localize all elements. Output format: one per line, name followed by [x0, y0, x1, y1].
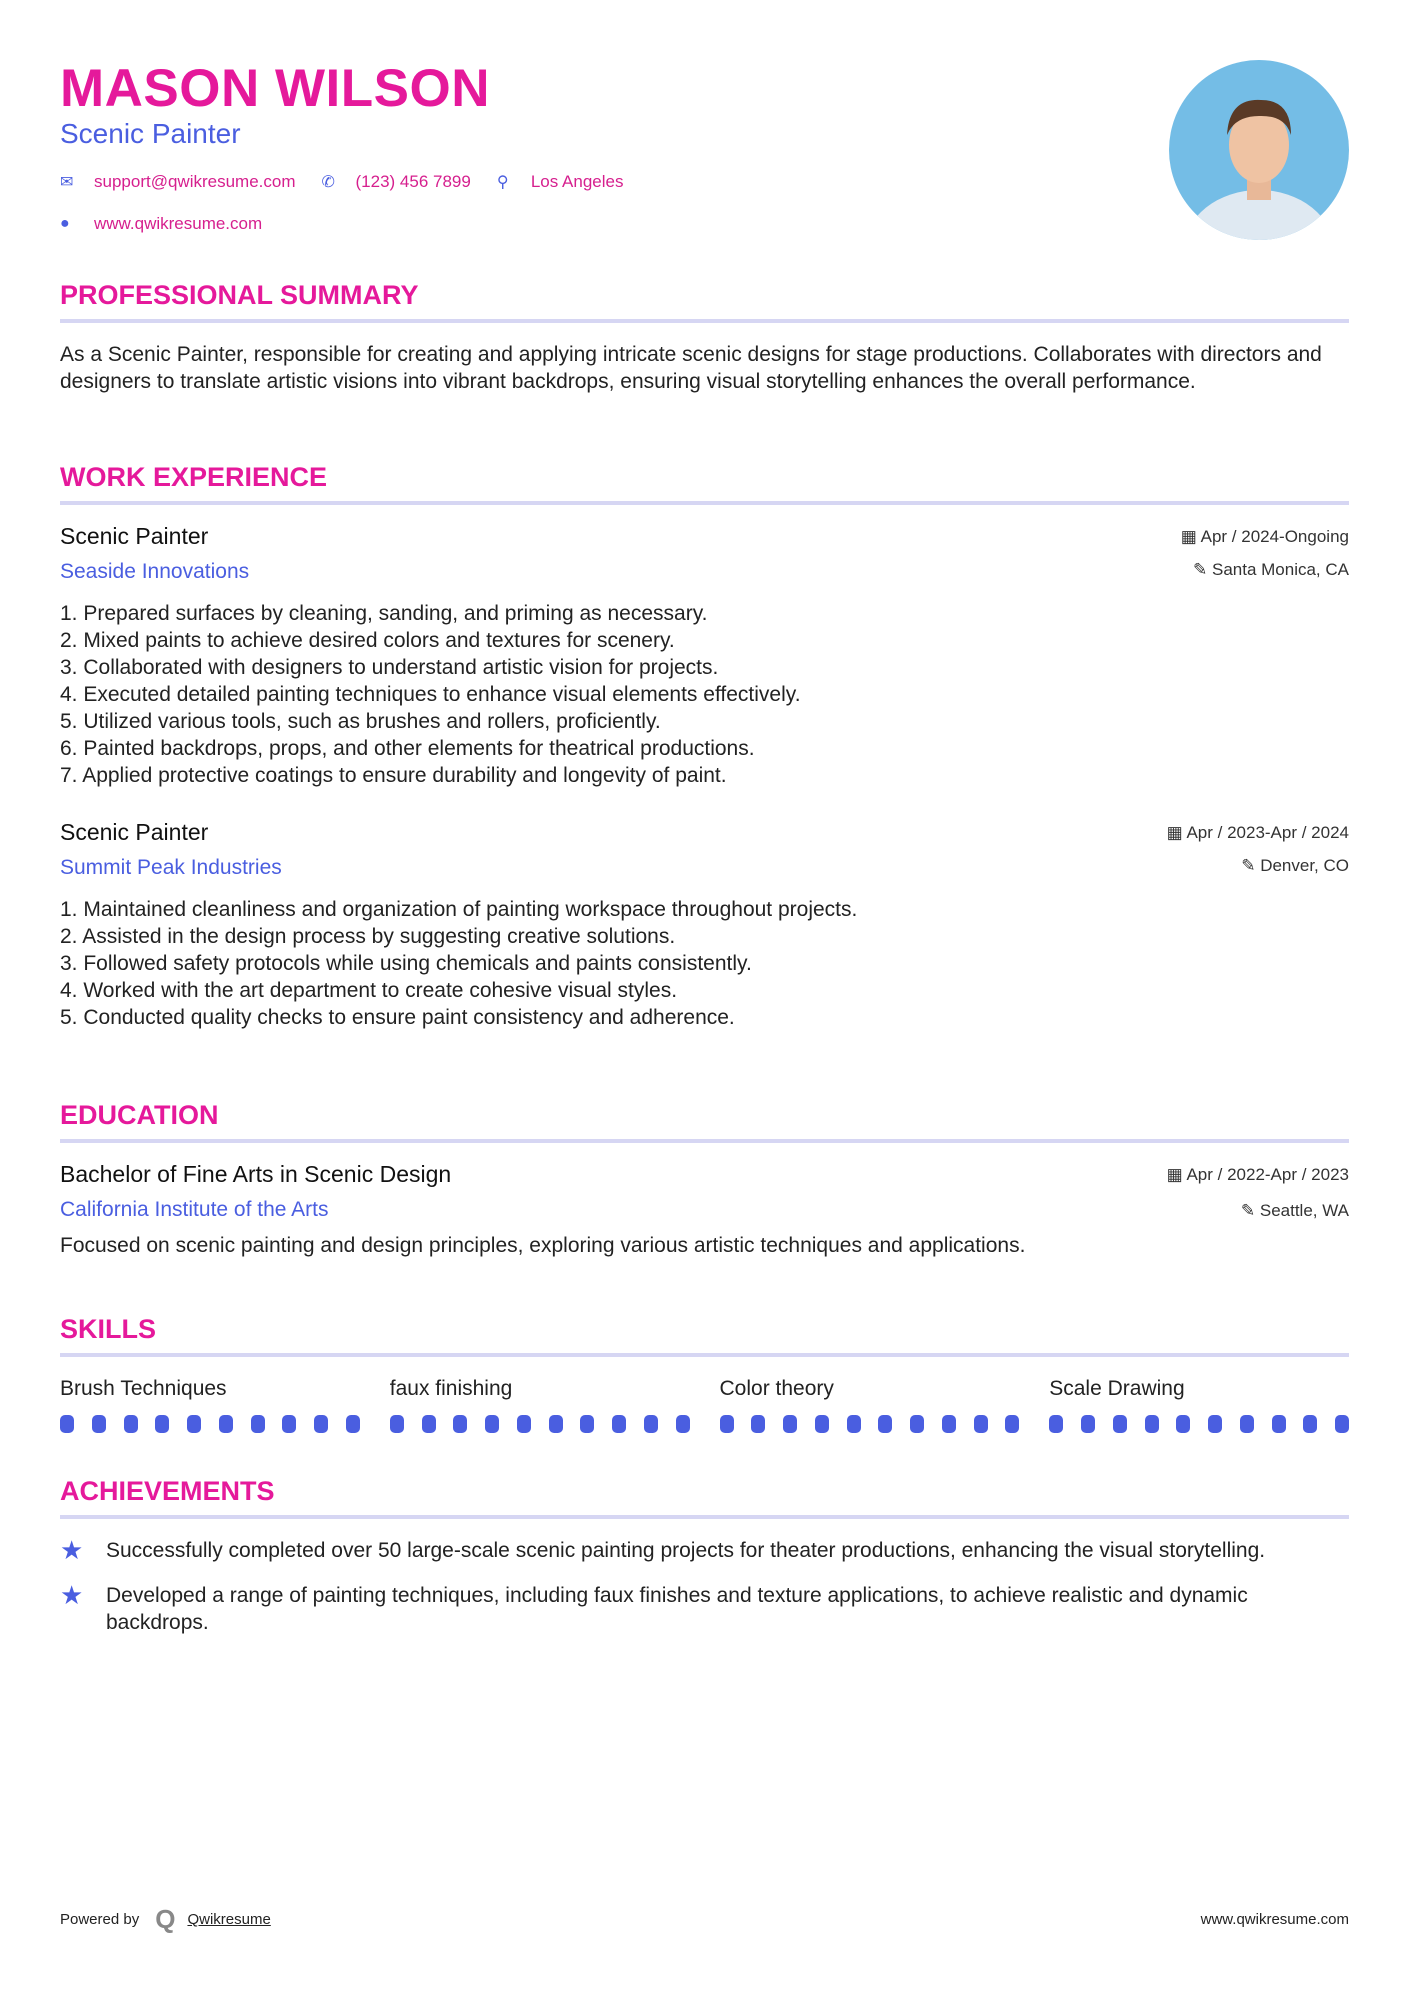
list-item: 1. Prepared surfaces by cleaning, sanding, and priming as necessary.	[60, 602, 708, 625]
skills-list	[60, 1377, 1349, 1433]
degree: Bachelor of Fine Arts in Scenic Design	[60, 1161, 452, 1187]
skill-name: faux finishing	[389, 1377, 513, 1400]
skill-dot	[187, 1415, 201, 1433]
skill-level	[60, 1415, 360, 1433]
powered-by-label: Powered by	[60, 1911, 140, 1928]
skill-dot	[720, 1415, 734, 1433]
achievement-item: ★ Successfully completed over 50 large-scale scenic painting projects for theater productions, enhancing the visual storytelling.	[60, 1535, 1266, 1565]
pin-icon: ✎	[1240, 1201, 1260, 1220]
section-heading: PROFESSIONAL SUMMARY	[60, 280, 1349, 323]
website-link[interactable]: www.qwikresume.com	[94, 214, 263, 233]
job-location: ✎ Denver, CO	[1241, 856, 1349, 875]
star-icon: ★	[60, 1535, 84, 1565]
section-heading: EDUCATION	[60, 1100, 1349, 1143]
globe-icon: ●	[60, 215, 70, 232]
skill-dot	[422, 1415, 436, 1433]
school-name: California Institute of the Arts	[60, 1198, 329, 1221]
summary-text: As a Scenic Painter, responsible for creating and applying intricate scenic designs for stage productions. Collaborates with directors and designers to translate artistic visions into vibrant backdrops, ensuring visual storytelling enhances the overall performance.	[60, 343, 1322, 393]
skill-dot	[314, 1415, 328, 1433]
job-title: Scenic Painter	[60, 819, 209, 845]
education-entry	[60, 1161, 1349, 1259]
footer	[60, 1904, 1349, 1935]
list-item: 6. Painted backdrops, props, and other elements for theatrical productions.	[60, 737, 755, 760]
achievement-item: ★ Developed a range of painting techniques, including faux finishes and texture applications, to achieve realistic and dynamic backdrops.	[60, 1580, 1248, 1634]
qwikresume-link[interactable]: Qwikresume	[187, 1911, 271, 1928]
company-name: Seaside Innovations	[60, 560, 250, 583]
list-item: 2. Assisted in the design process by suggesting creative solutions.	[60, 925, 676, 948]
skill-level	[720, 1415, 1020, 1433]
job-entry	[60, 819, 1349, 1031]
skill-dot	[676, 1415, 690, 1433]
skill-dot	[124, 1415, 138, 1433]
skill-dot	[1335, 1415, 1349, 1433]
skill-dot	[219, 1415, 233, 1433]
candidate-name: MASON WILSON	[60, 59, 490, 118]
profile-photo	[1169, 60, 1349, 240]
company-name: Summit Peak Industries	[60, 856, 282, 879]
skill-dot	[942, 1415, 956, 1433]
skills-section	[60, 1314, 1349, 1433]
education-section	[60, 1100, 1349, 1259]
skill-dot	[815, 1415, 829, 1433]
skill-dot	[390, 1415, 404, 1433]
job-location: ✎ Santa Monica, CA	[1193, 560, 1349, 579]
skill-name: Brush Techniques	[60, 1377, 227, 1400]
skill-dot	[1176, 1415, 1190, 1433]
skill-dot	[974, 1415, 988, 1433]
skill-dot	[60, 1415, 74, 1433]
summary-section	[60, 280, 1349, 395]
list-item: 5. Conducted quality checks to ensure paint consistency and adherence.	[60, 1006, 735, 1029]
list-item: 3. Followed safety protocols while using chemicals and paints consistently.	[60, 952, 752, 975]
skill-dot	[155, 1415, 169, 1433]
footer-url[interactable]: www.qwikresume.com	[1200, 1911, 1349, 1928]
phone-text: (123) 456 7899	[355, 172, 471, 191]
skill-dot	[453, 1415, 467, 1433]
list-item: 3. Collaborated with designers to understand artistic vision for projects.	[60, 656, 719, 679]
section-heading: ACHIEVEMENTS	[60, 1476, 1349, 1519]
skill-dot	[485, 1415, 499, 1433]
job-title: Scenic Painter	[60, 523, 209, 549]
job-duties	[60, 600, 1349, 789]
job-dates: ▦ Apr / 2024-Ongoing	[1180, 527, 1349, 546]
star-icon: ★	[60, 1580, 84, 1610]
phone-icon: ✆	[321, 174, 335, 191]
section-heading: WORK EXPERIENCE	[60, 462, 1349, 505]
location-text: Los Angeles	[530, 172, 624, 191]
list-item: 1. Maintained cleanliness and organization of painting workspace throughout projects.	[60, 898, 858, 921]
skill-level	[390, 1415, 690, 1433]
skill-dot	[251, 1415, 265, 1433]
skill-name: Color theory	[719, 1377, 834, 1400]
candidate-title: Scenic Painter	[60, 118, 241, 149]
education-description: Focused on scenic painting and design principles, exploring various artistic techniques and applications.	[60, 1234, 1026, 1257]
skill-dot	[92, 1415, 106, 1433]
skill-dot	[1005, 1415, 1019, 1433]
website-row	[60, 214, 276, 234]
skill-dot	[1113, 1415, 1127, 1433]
skill-item	[60, 1377, 360, 1433]
skill-dot	[612, 1415, 626, 1433]
map-pin-icon: ⚲	[496, 174, 509, 191]
skill-dot	[878, 1415, 892, 1433]
envelope-icon: ✉	[60, 174, 74, 191]
skill-dot	[783, 1415, 797, 1433]
skill-dot	[580, 1415, 594, 1433]
section-heading: SKILLS	[60, 1314, 1349, 1357]
skill-dot	[644, 1415, 658, 1433]
education-dates: ▦ Apr / 2022-Apr / 2023	[1166, 1165, 1349, 1184]
skill-dot	[751, 1415, 765, 1433]
email-link[interactable]: support@qwikresume.com	[94, 172, 296, 191]
pin-icon: ✎	[1193, 560, 1212, 579]
education-location: ✎ Seattle, WA	[1240, 1201, 1349, 1220]
skill-item	[720, 1377, 1020, 1433]
skill-dot	[1145, 1415, 1159, 1433]
job-duties	[60, 896, 1349, 1031]
skill-dot	[1208, 1415, 1222, 1433]
list-item: 4. Executed detailed painting techniques to enhance visual elements effectively.	[60, 683, 801, 706]
calendar-icon: ▦	[1180, 527, 1201, 546]
skill-item	[1049, 1377, 1349, 1433]
list-item: 4. Worked with the art department to create cohesive visual styles.	[60, 979, 678, 1002]
skill-dot	[1272, 1415, 1286, 1433]
skill-name: Scale Drawing	[1049, 1377, 1185, 1400]
skill-item	[390, 1377, 690, 1433]
skill-dot	[282, 1415, 296, 1433]
list-item: 5. Utilized various tools, such as brushes and rollers, proficiently.	[60, 710, 661, 733]
skill-dot	[1240, 1415, 1254, 1433]
skill-dot	[346, 1415, 360, 1433]
skill-dot	[517, 1415, 531, 1433]
skill-dot	[549, 1415, 563, 1433]
qwikresume-logo-icon: Q	[155, 1904, 176, 1934]
calendar-icon: ▦	[1166, 823, 1187, 842]
skill-dot	[1049, 1415, 1063, 1433]
list-item: 7. Applied protective coatings to ensure durability and longevity of paint.	[60, 764, 727, 787]
job-entry	[60, 523, 1349, 789]
skill-level	[1049, 1415, 1349, 1433]
skill-dot	[847, 1415, 861, 1433]
skill-dot	[910, 1415, 924, 1433]
list-item: 2. Mixed paints to achieve desired colors and textures for scenery.	[60, 629, 675, 652]
pin-icon: ✎	[1241, 856, 1261, 875]
skill-dot	[1303, 1415, 1317, 1433]
achievements-section	[60, 1476, 1349, 1636]
contact-row	[60, 172, 637, 192]
experience-section	[60, 462, 1349, 1031]
skill-dot	[1081, 1415, 1095, 1433]
calendar-icon: ▦	[1166, 1165, 1187, 1184]
job-dates: ▦ Apr / 2023-Apr / 2024	[1166, 823, 1349, 842]
